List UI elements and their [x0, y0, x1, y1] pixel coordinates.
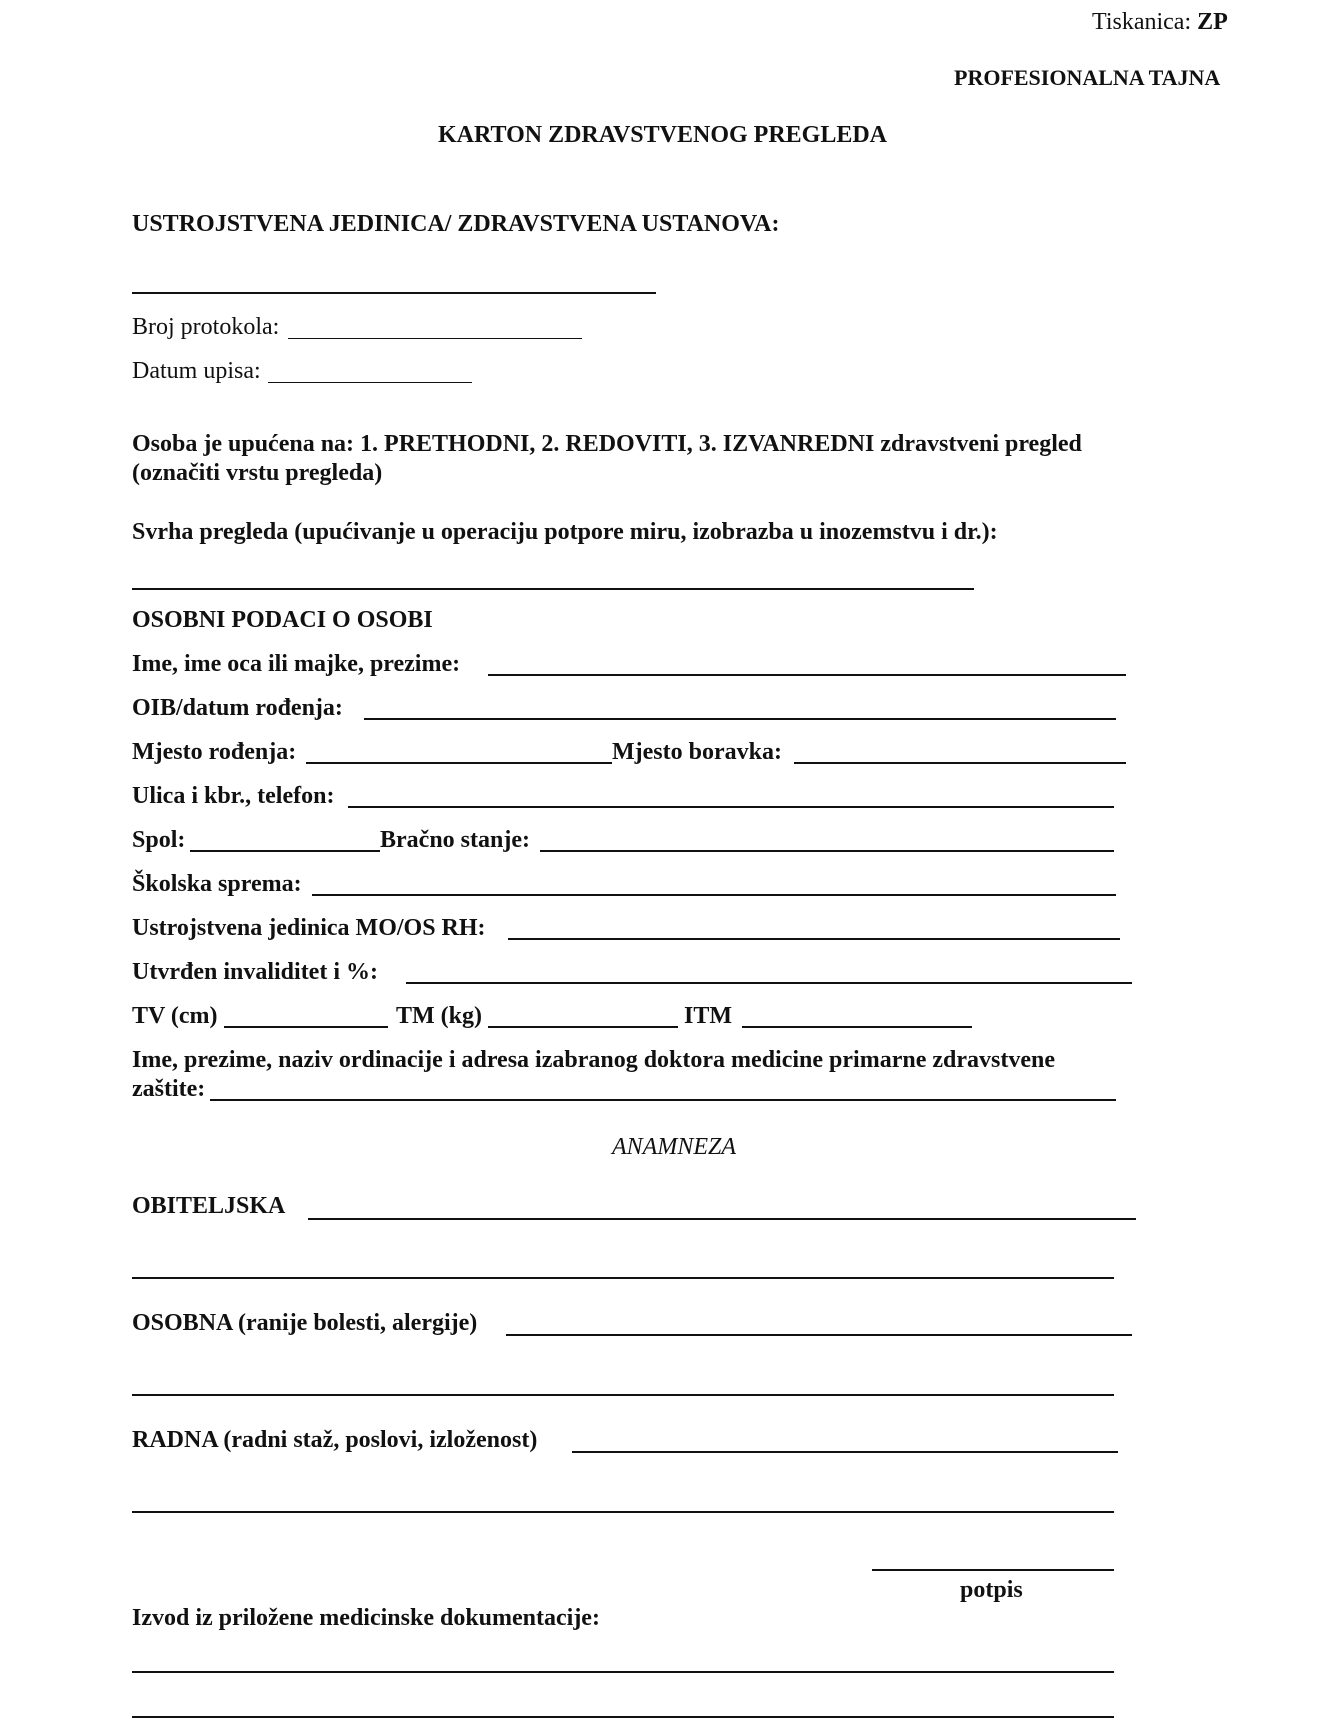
protocol-field[interactable] — [288, 338, 582, 339]
page-title: KARTON ZDRAVSTVENOG PREGLEDA — [438, 122, 888, 148]
sex-field[interactable] — [190, 850, 380, 852]
form-code: ZP — [1197, 9, 1228, 35]
family-field[interactable] — [308, 1218, 1136, 1220]
date-field[interactable] — [268, 382, 472, 383]
purpose-label: Svrha pregleda (upućivanje u operaciju potpore miru, izobrazba u inozemstvu i dr.): — [132, 519, 998, 545]
disability-field[interactable] — [406, 982, 1132, 984]
unit-field[interactable] — [508, 938, 1120, 940]
residence-label: Mjesto boravka: — [612, 739, 782, 765]
form-label-text: Tiskanica: — [1092, 9, 1192, 35]
marital-field[interactable] — [540, 850, 1114, 852]
work-label: RADNA (radni staž, poslovi, izloženost) — [132, 1427, 538, 1453]
work-field[interactable] — [572, 1451, 1118, 1453]
personal-history-label: OSOBNA (ranije bolesti, alergije) — [132, 1310, 478, 1336]
doctor-label-line1: Ime, prezime, naziv ordinacije i adresa izabranog doktora medicine primarne zdravstvene — [132, 1047, 1055, 1073]
purpose-field[interactable] — [132, 588, 974, 590]
family-label: OBITELJSKA — [132, 1193, 286, 1219]
unit-label: Ustrojstvena jedinica MO/OS RH: — [132, 915, 486, 941]
institution-label: USTROJSTVENA JEDINICA/ ZDRAVSTVENA USTANOVA: — [132, 211, 780, 237]
referral-line1: Osoba je upućena na: 1. PRETHODNI, 2. REDOVITI, 3. IZVANREDNI zdravstveni pregled — [132, 431, 1082, 457]
personal-heading: OSOBNI PODACI O OSOBI — [132, 607, 433, 633]
street-label: Ulica i kbr., telefon: — [132, 783, 335, 809]
birthplace-field[interactable] — [306, 762, 612, 764]
documentation-label: Izvod iz priložene medicinske dokumentacije: — [132, 1605, 600, 1631]
documentation-field[interactable] — [132, 1671, 1114, 1673]
weight-field[interactable] — [488, 1026, 678, 1028]
oib-field[interactable] — [364, 718, 1116, 720]
oib-label: OIB/datum rođenja: — [132, 695, 343, 721]
disability-label: Utvrđen invaliditet i %: — [132, 959, 378, 985]
name-label: Ime, ime oca ili majke, prezime: — [132, 651, 461, 677]
personal-history-field[interactable] — [506, 1334, 1132, 1336]
personal-history-field-2[interactable] — [132, 1394, 1114, 1396]
work-field-2[interactable] — [132, 1511, 1114, 1513]
marital-label: Bračno stanje: — [380, 827, 530, 853]
height-label: TV (cm) — [132, 1003, 218, 1029]
referral-line2: (označiti vrstu pregleda) — [132, 460, 383, 486]
doctor-field[interactable] — [210, 1099, 1116, 1101]
protocol-label: Broj protokola: — [132, 314, 280, 340]
signature-label: potpis — [960, 1577, 1023, 1603]
residence-field[interactable] — [794, 762, 1126, 764]
form-label — [1092, 8, 1228, 36]
education-label: Školska sprema: — [132, 871, 302, 897]
education-field[interactable] — [312, 894, 1116, 896]
doctor-label-line2: zaštite: — [132, 1076, 206, 1102]
street-field[interactable] — [348, 806, 1114, 808]
confidential-label: PROFESIONALNA TAJNA — [954, 65, 1221, 90]
bmi-label: ITM — [684, 1003, 732, 1029]
weight-label: TM (kg) — [396, 1003, 482, 1029]
sex-label: Spol: — [132, 827, 186, 853]
date-label: Datum upisa: — [132, 358, 261, 384]
family-field-2[interactable] — [132, 1277, 1114, 1279]
anamnesis-heading: ANAMNEZA — [612, 1134, 736, 1160]
height-field[interactable] — [224, 1026, 388, 1028]
institution-field[interactable] — [132, 292, 656, 294]
signature-field[interactable] — [872, 1569, 1114, 1571]
documentation-field-2[interactable] — [132, 1716, 1114, 1718]
birthplace-label: Mjesto rođenja: — [132, 739, 297, 765]
name-field[interactable] — [488, 674, 1126, 676]
bmi-field[interactable] — [742, 1026, 972, 1028]
